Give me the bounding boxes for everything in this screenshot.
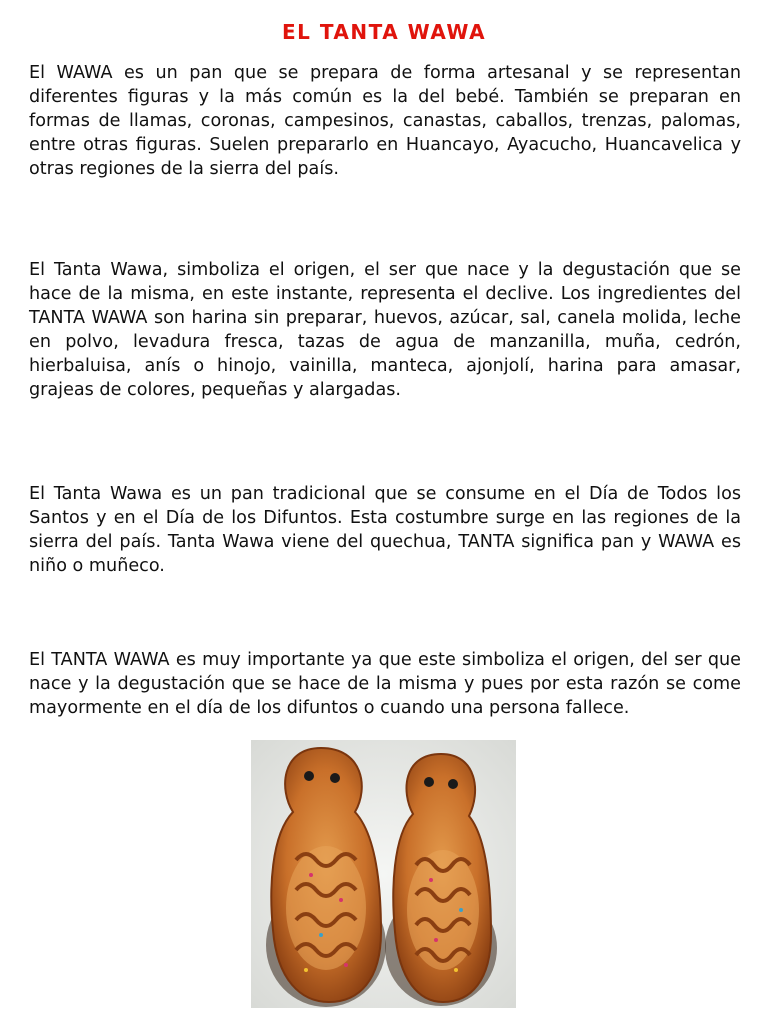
paragraph-1: El WAWA es un pan que se prepara de forma artesanal y se representan diferentes figuras y la más común es la del bebé. También se preparan en formas de llamas, coronas, campesinos, canastas, caballos, trenzas, palomas, entre otras figuras. Suelen prepararlo en Huancayo, Ayacucho, Huancavelica y otras regiones de la sierra del país. [29,63,741,179]
page-title: EL TANTA WAWA [281,20,487,44]
paragraph-4: El TANTA WAWA es muy importante ya que este simboliza el origen, del ser que nace y la degustación que se hace de la misma y pues por esta razón se come mayormente en el día de los difuntos o cuando una persona fallece. [29,650,741,718]
paragraph-3: El Tanta Wawa es un pan tradicional que se consume en el Día de Todos los Santos y en el Día de los Difuntos. Esta costumbre surge en las regiones de la sierra del país. Tanta Wawa viene del quechua, TANTA significa pan y WAWA es niño o muñeco. [29,484,741,576]
tanta-wawa-photo [251,740,516,1008]
paragraph-2: El Tanta Wawa, simboliza el origen, el ser que nace y la degustación que se hace de la misma, en este instante, representa el declive. Los ingredientes del TANTA WAWA son harina sin preparar, huevos, azúcar, sal, canela molida, leche en polvo, levadura fresca, tazas de agua de manzanilla, muña, cedrón, hierbaluisa, anís o hinojo, vainilla, manteca, ajonjolí, harina para amasar, grajeas de colores, pequeñas y alargadas. [29,260,741,400]
